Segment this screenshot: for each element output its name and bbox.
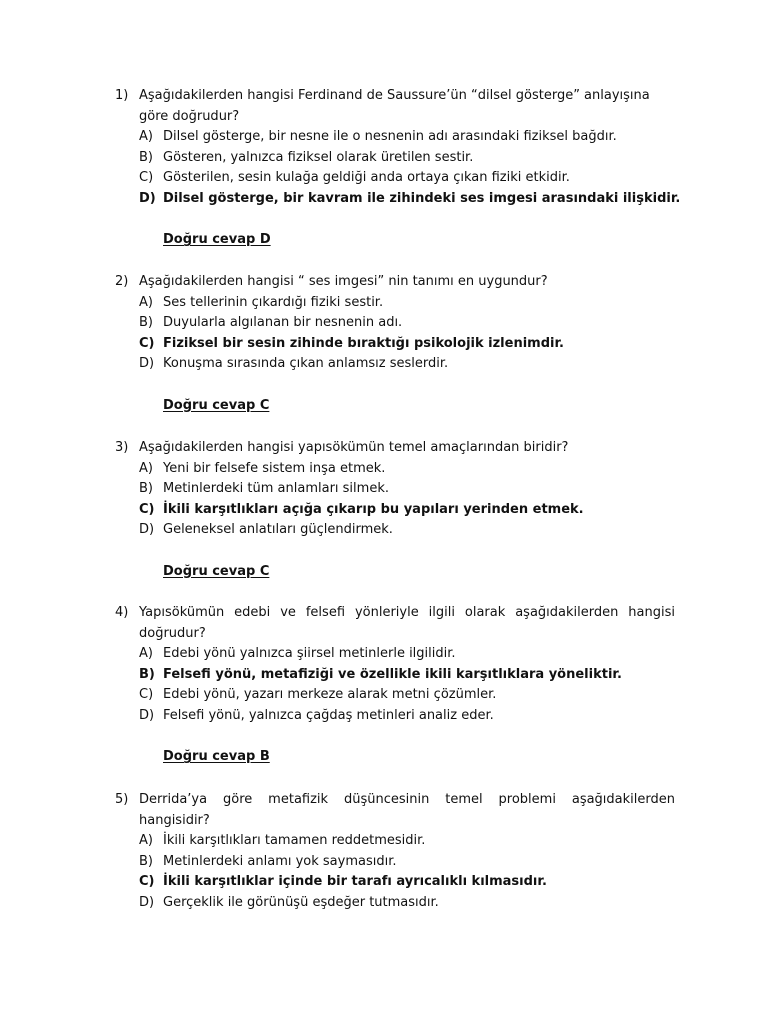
question-number: 2) bbox=[115, 274, 129, 289]
question-text: Aşağıdakilerden hangisi Ferdinand de Saussure’ün “dilsel gösterge” anlayışına göre doğrudur? bbox=[139, 88, 650, 124]
option-letter: A) bbox=[139, 833, 153, 849]
option-letter: D) bbox=[139, 522, 155, 538]
question-number: 1) bbox=[115, 88, 129, 103]
option-a bbox=[115, 831, 675, 852]
option-b bbox=[115, 148, 675, 169]
question-number: 4) bbox=[115, 605, 129, 620]
option-text: Metinlerdeki anlamı yok saymasıdır. bbox=[163, 853, 397, 869]
option-d bbox=[115, 354, 675, 375]
option-a bbox=[115, 293, 675, 314]
option-text: İkili karşıtlıkları açığa çıkarıp bu yapıları yerinden etmek. bbox=[163, 501, 584, 517]
option-text: Edebi yönü, yazarı merkeze alarak metni çözümler. bbox=[163, 687, 497, 703]
option-c bbox=[115, 334, 675, 355]
question-stem bbox=[115, 272, 675, 293]
question-2 bbox=[115, 272, 675, 416]
option-text: Geleneksel anlatıları güçlendirmek. bbox=[163, 522, 393, 538]
option-text: Gerçeklik ile görünüşü eşdeğer tutmasıdır. bbox=[163, 894, 439, 910]
question-number: 3) bbox=[115, 440, 129, 455]
option-text: Duyularla algılanan bir nesnenin adı. bbox=[163, 315, 403, 331]
option-letter: B) bbox=[139, 149, 153, 165]
option-text: Dilsel gösterge, bir kavram ile zihindeki ses imgesi arasındaki ilişkidir. bbox=[163, 190, 681, 206]
option-letter: A) bbox=[139, 129, 153, 145]
option-d bbox=[115, 706, 675, 727]
question-3 bbox=[115, 438, 675, 582]
option-text: Yeni bir felsefe sistem inşa etmek. bbox=[163, 460, 386, 476]
option-c bbox=[115, 168, 675, 189]
option-text: Dilsel gösterge, bir nesne ile o nesnenin adı arasındaki fiziksel bağdır. bbox=[163, 129, 617, 145]
option-letter: A) bbox=[139, 460, 153, 476]
option-letter: C) bbox=[139, 501, 155, 517]
question-5 bbox=[115, 790, 675, 914]
option-letter: D) bbox=[139, 190, 156, 206]
question-stem bbox=[115, 86, 675, 127]
question-1 bbox=[115, 86, 681, 251]
option-c bbox=[115, 872, 675, 893]
option-text: Konuşma sırasında çıkan anlamsız seslerdir. bbox=[163, 356, 449, 372]
option-text: Felsefi yönü, metafiziği ve özellikle ikili karşıtlıklara yöneliktir. bbox=[163, 666, 622, 682]
option-text: Fiziksel bir sesin zihinde bıraktığı psikolojik izlenimdir. bbox=[163, 335, 564, 351]
option-text: Felsefi yönü, yalnızca çağdaş metinleri analiz eder. bbox=[163, 707, 494, 723]
option-letter: A) bbox=[139, 646, 153, 662]
option-b bbox=[115, 852, 675, 873]
correct-answer: Doğru cevap C bbox=[163, 563, 270, 579]
option-b bbox=[115, 313, 675, 334]
option-text: İkili karşıtlıklar içinde bir tarafı ayrıcalıklı kılmasıdır. bbox=[163, 874, 547, 890]
question-stem bbox=[115, 603, 675, 644]
option-letter: B) bbox=[139, 853, 153, 869]
question-text: Aşağıdakilerden hangisi yapısökümün temel amaçlarından biridir? bbox=[139, 440, 569, 455]
option-text: Gösterilen, sesin kulağa geldiği anda ortaya çıkan fiziki etkidir. bbox=[163, 170, 570, 186]
option-a bbox=[115, 459, 675, 480]
option-text: Gösteren, yalnızca fiziksel olarak üretilen sestir. bbox=[163, 149, 474, 165]
option-letter: B) bbox=[139, 666, 155, 682]
question-stem bbox=[115, 790, 675, 831]
option-letter: A) bbox=[139, 294, 153, 310]
option-letter: C) bbox=[139, 170, 154, 186]
option-text: İkili karşıtlıkları tamamen reddetmesidir. bbox=[163, 833, 426, 849]
question-number: 5) bbox=[115, 792, 129, 807]
option-d bbox=[115, 893, 675, 914]
option-text: Edebi yönü yalnızca şiirsel metinlerle ilgilidir. bbox=[163, 646, 456, 662]
option-letter: D) bbox=[139, 707, 155, 723]
question-text: Yapısökümün edebi ve felsefi yönleriyle ilgili olarak aşağıdakilerden hangisi doğrudur? bbox=[139, 605, 675, 641]
option-d bbox=[115, 520, 675, 541]
correct-answer: Doğru cevap C bbox=[163, 397, 270, 413]
option-letter: B) bbox=[139, 315, 153, 331]
option-letter: C) bbox=[139, 687, 154, 703]
correct-answer: Doğru cevap D bbox=[163, 232, 271, 248]
question-text: Derrida’ya göre metafizik düşüncesinin temel problemi aşağıdakilerden hangisidir? bbox=[139, 792, 675, 828]
question-text: Aşağıdakilerden hangisi “ ses imgesi” nin tanımı en uygundur? bbox=[139, 274, 548, 289]
option-c bbox=[115, 500, 675, 521]
option-b bbox=[115, 479, 675, 500]
option-b bbox=[115, 665, 675, 686]
option-a bbox=[115, 644, 675, 665]
question-stem bbox=[115, 438, 675, 459]
option-letter: D) bbox=[139, 356, 155, 372]
option-letter: C) bbox=[139, 874, 155, 890]
option-c bbox=[115, 685, 675, 706]
option-text: Ses tellerinin çıkardığı fiziki sestir. bbox=[163, 294, 384, 310]
option-letter: C) bbox=[139, 335, 155, 351]
question-4 bbox=[115, 603, 675, 768]
option-text: Metinlerdeki tüm anlamları silmek. bbox=[163, 481, 389, 497]
correct-answer: Doğru cevap B bbox=[163, 749, 270, 765]
option-a bbox=[115, 127, 675, 148]
option-letter: B) bbox=[139, 481, 153, 497]
option-d bbox=[115, 189, 681, 210]
option-letter: D) bbox=[139, 894, 155, 910]
